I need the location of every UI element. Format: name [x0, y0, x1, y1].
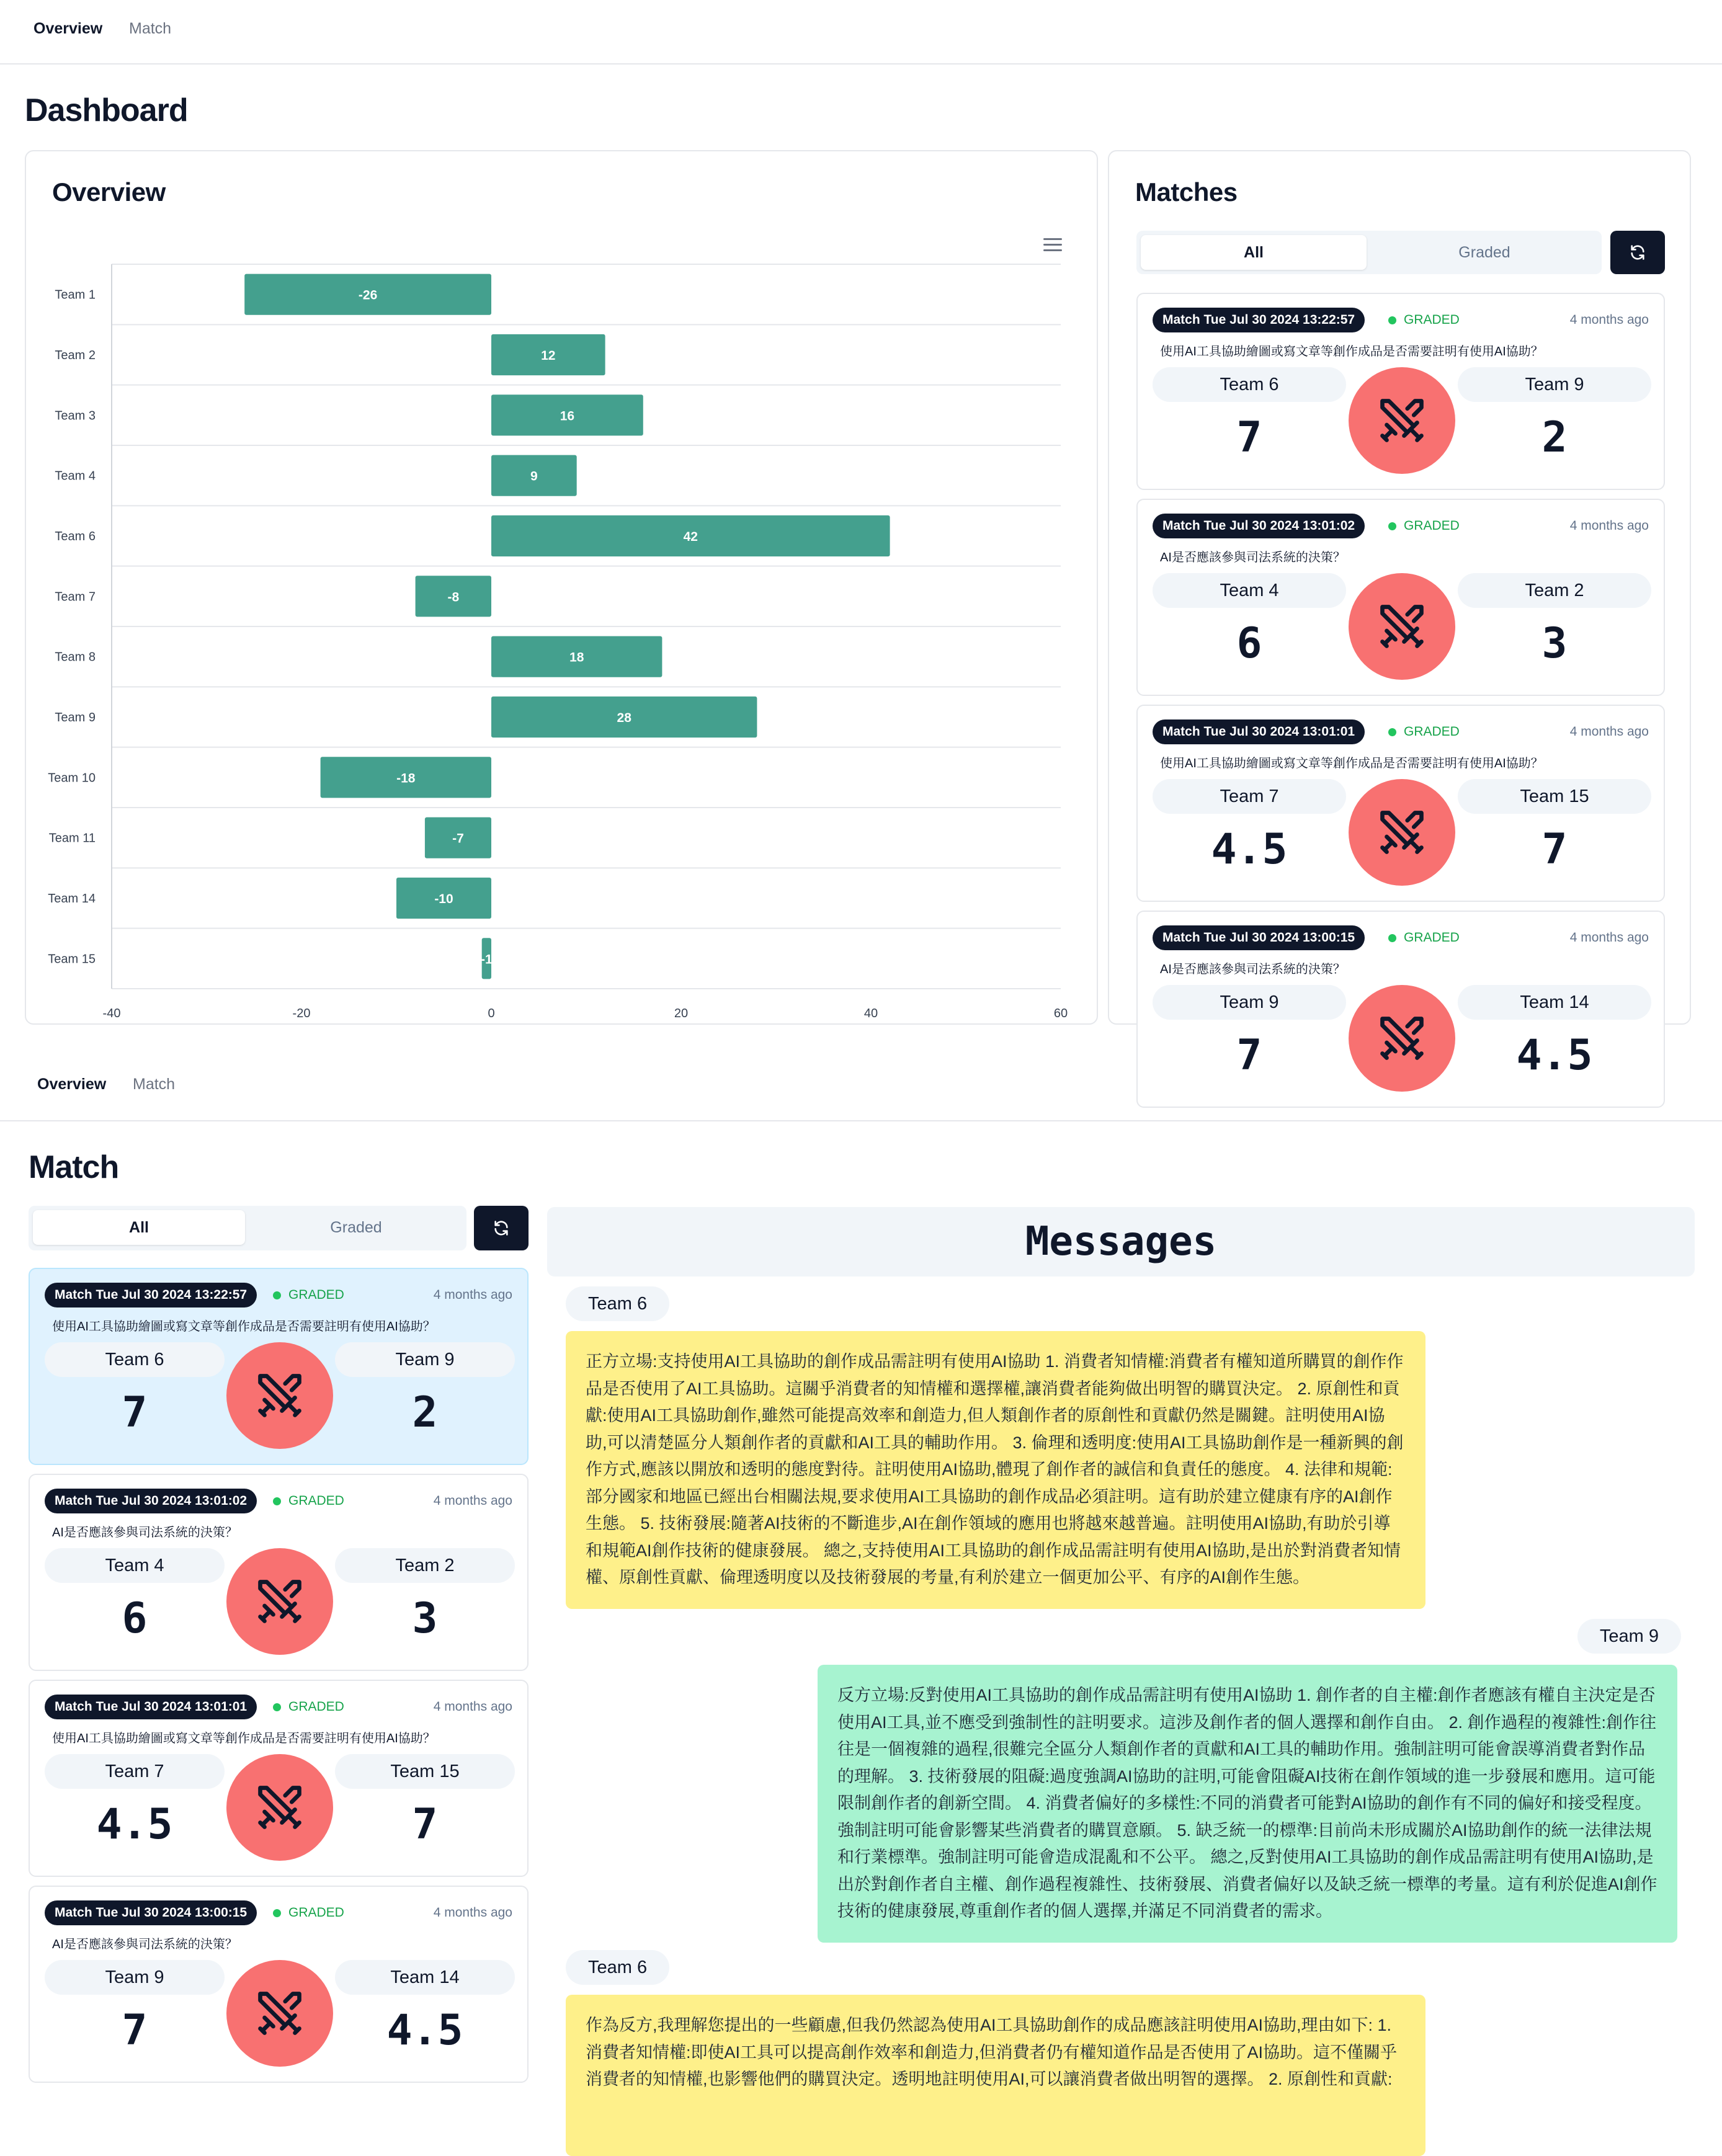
versus-badge — [1349, 573, 1455, 680]
match-time-ago: 4 months ago — [433, 1288, 512, 1302]
crossed-swords-icon — [254, 1370, 306, 1422]
status-badge — [1388, 724, 1460, 739]
match-title-pill: Match Tue Jul 30 2024 13:00:15 — [1153, 925, 1365, 950]
message-bubble: 作為反方,我理解您提出的一些顧慮,但我仍然認為使用AI工具協助創作的成品應該註明使用AI協助,理由如下: 1. 消費者知情權:即使AI工具可以提高創作效率和創造力,但消費者仍有權知道作品是否使用了AI協助。這不僅關乎消費者的知情權,也影響他們的購買決定。透明地註明使用AI,可以讓消費者做出明智的選擇。 2. 原創性和貢獻: — [566, 1995, 1425, 2156]
status-dot-icon — [1388, 316, 1396, 324]
chart-category-label: Team 15 — [48, 952, 96, 966]
chart-category-label: Team 3 — [55, 409, 96, 423]
status-text: GRADED — [1404, 313, 1460, 327]
team-b-score: 7 — [412, 1800, 438, 1849]
status-badge — [273, 1699, 344, 1714]
status-badge — [273, 1494, 344, 1508]
chart-value-label: -18 — [396, 771, 416, 786]
chart-x-tick-label: 0 — [488, 1007, 495, 1020]
match-time-ago: 4 months ago — [1569, 930, 1649, 945]
status-dot-icon — [1388, 522, 1396, 530]
match-time-ago: 4 months ago — [1569, 724, 1649, 739]
team-a-score: 7 — [1236, 1031, 1262, 1080]
team-b-score: 4.5 — [1516, 1031, 1593, 1080]
match-topic: 使用AI工具協助繪圖或寫文章等創作成品是否需要註明有使用AI協助？ — [1160, 757, 1543, 770]
team-a-label: Team 4 — [1153, 573, 1346, 608]
team-a-label: Team 6 — [1153, 367, 1346, 402]
chart-x-tick-label: -20 — [292, 1007, 311, 1020]
chart-category-label: Team 11 — [48, 831, 96, 845]
team-a-label: Team 7 — [1153, 779, 1346, 814]
match-page-title: Match — [29, 1149, 119, 1185]
match-card[interactable] — [29, 1680, 529, 1877]
team-a-label: Team 6 — [45, 1342, 225, 1377]
tab-graded-2[interactable]: Graded — [330, 1218, 382, 1236]
status-badge — [1388, 930, 1460, 945]
match-title-pill: Match Tue Jul 30 2024 13:01:01 — [45, 1695, 257, 1719]
match-page-filter-tabs — [29, 1206, 466, 1250]
chart-category-label: Team 6 — [55, 530, 96, 543]
match-time-ago: 4 months ago — [433, 1494, 512, 1508]
message-bubble: 反方立場:反對使用AI工具協助的創作成品需註明有使用AI協助 1. 創作者的自主權:創作者應該有權自主決定是否使用AI工具,並不應受到強制性的註明要求。這涉及創作者的個人選擇和創作自由。 2. 創作過程的複雜性:創作往往是一個複雜的過程,很難完全區分人類創作者的貢獻和AI工具的輔助作用。強制註明可能會誤導消費者對作品的理解。 3. 技術發展的阻礙:過度強調AI協助的註明,可能會阻礙AI技術在創作領域的進一步發展和應用。這可能限制創作者的創新空間。 4. 消費者偏好的多樣性:不同的消費者可能對AI協助的創作有不同的偏好和接受程度。強制註明可能會影響某些消費者的購買意願。 5. 缺乏統一的標準:目前尚未形成關於AI協助創作的統一法律法規和行業標準。強制註明可能會造成混亂和不公平。 總之,反對使用AI工具協助的創作成品需註明有使用AI協助,是出於對創作者自主權、創作過程複雜性、技術發展、消費者偏好以及缺乏統一標準的考量。這有利於促進AI創作技術的健康發展,尊重創作者的個人選擇,并滿足不同消費者的需求。 — [818, 1665, 1677, 1943]
chart-x-tick-label: 20 — [674, 1007, 689, 1020]
chart-x-tick-label: 40 — [863, 1007, 878, 1020]
refresh-button[interactable] — [1610, 231, 1665, 274]
versus-badge — [226, 1754, 333, 1861]
chart-value-label: 9 — [530, 469, 538, 484]
match-topic: AI是否應該參與司法系統的決策？ — [52, 1938, 238, 1951]
refresh-icon — [1629, 244, 1646, 261]
message-team-label: Team 6 — [566, 1286, 669, 1321]
match-card[interactable] — [1136, 705, 1665, 902]
status-text: GRADED — [288, 1905, 344, 1920]
status-text: GRADED — [1404, 930, 1460, 945]
chart-value-label: 28 — [617, 711, 631, 725]
chart-category-label: Team 14 — [48, 892, 96, 906]
chart-value-label: -7 — [452, 831, 464, 846]
versus-badge — [226, 1342, 333, 1449]
crossed-swords-icon — [254, 1575, 306, 1628]
matches-title: Matches — [1135, 177, 1238, 207]
status-dot-icon — [273, 1497, 281, 1505]
team-b-score: 3 — [412, 1594, 438, 1643]
status-badge — [273, 1905, 344, 1920]
match-title-pill: Match Tue Jul 30 2024 13:01:01 — [1153, 719, 1365, 744]
match-time-ago: 4 months ago — [433, 1699, 512, 1714]
chart-category-label: Team 8 — [55, 650, 96, 664]
match-topic: AI是否應該參與司法系統的決策？ — [1160, 551, 1345, 564]
messages-header: Messages — [547, 1207, 1695, 1276]
match-topic: AI是否應該參與司法系統的決策？ — [52, 1526, 238, 1539]
status-badge — [273, 1288, 344, 1303]
message-team-label: Team 6 — [566, 1950, 669, 1985]
chart-value-label: -1 — [481, 952, 493, 967]
team-a-score: 7 — [1236, 413, 1262, 462]
overview-title: Overview — [52, 177, 166, 207]
chart-value-label: 42 — [683, 530, 698, 544]
team-a-score: 7 — [122, 1388, 148, 1437]
team-b-label: Team 15 — [1458, 779, 1651, 814]
team-b-label: Team 2 — [335, 1548, 515, 1583]
match-title-pill: Match Tue Jul 30 2024 13:22:57 — [45, 1283, 257, 1307]
team-a-score: 4.5 — [1211, 825, 1288, 874]
status-text: GRADED — [1404, 724, 1460, 739]
chart-category-label: Team 7 — [55, 590, 96, 604]
overview-bar-chart — [26, 151, 1099, 1026]
team-b-label: Team 2 — [1458, 573, 1651, 608]
match-time-ago: 4 months ago — [1569, 519, 1649, 533]
team-b-score: 7 — [1541, 825, 1568, 874]
top-navbar — [0, 0, 1722, 65]
team-b-label: Team 9 — [335, 1342, 515, 1377]
chart-category-label: Team 2 — [55, 349, 96, 362]
match-time-ago: 4 months ago — [433, 1905, 512, 1920]
team-b-score: 4.5 — [386, 2006, 463, 2055]
versus-badge — [226, 1960, 333, 2067]
match-card[interactable] — [29, 1474, 529, 1671]
crossed-swords-icon — [1376, 600, 1428, 653]
chart-category-label: Team 9 — [55, 711, 96, 724]
status-dot-icon — [1388, 934, 1396, 942]
tab-all-2[interactable]: All — [33, 1210, 245, 1245]
match-time-ago: 4 months ago — [1569, 313, 1649, 327]
versus-badge — [226, 1548, 333, 1655]
team-b-label: Team 9 — [1458, 367, 1651, 402]
refresh-button-2[interactable] — [474, 1206, 529, 1250]
match-page-list — [29, 1268, 529, 2108]
chart-value-label: -8 — [447, 590, 460, 605]
status-badge — [1388, 519, 1460, 533]
team-b-label: Team 14 — [1458, 985, 1651, 1020]
match-topic: 使用AI工具協助繪圖或寫文章等創作成品是否需要註明有使用AI協助？ — [52, 1732, 435, 1745]
match-card[interactable] — [1136, 293, 1665, 490]
match-card[interactable] — [29, 1886, 529, 2083]
team-a-score: 7 — [122, 2006, 148, 2055]
crossed-swords-icon — [254, 1987, 306, 2039]
match-topic: AI是否應該參與司法系統的決策？ — [1160, 963, 1345, 976]
message-bubble: 正方立場:支持使用AI工具協助的創作成品需註明有使用AI協助 1. 消費者知情權:消費者有權知道所購買的創作作品是否使用了AI工具協助。這關乎消費者的知情權和選擇權,讓消費者能夠做出明智的購買決定。 2. 原創性和貢獻:使用AI工具協助創作,雖然可能提高效率和創造力,但人類創作者的原創性和貢獻仍然是關鍵。註明使用AI協助,可以清楚區分人類創作者的貢獻和AI工具的輔助作用。 3. 倫理和透明度:使用AI工具協助創作是一種新興的創作方式,應該以開放和透明的態度對待。註明使用AI協助,體現了創作者的誠信和負責任的態度。 4. 法律和規範:部分國家和地區已經出台相關法規,要求使用AI工具協助的創作成品必須註明。這有助於建立健康有序的AI創作生態。 5. 技術發展:隨著AI技術的不斷進步,AI在創作領域的應用也將越來越普遍。註明使用AI協助,有助於引導和規範AI創作技術的健康發展。 總之,支持使用AI工具協助的創作成品需註明有使用AI協助,是出於對消費者知情權、原創性貢獻、倫理透明度以及技術發展的考量,有利於建立一個更加公平、有序的AI創作生態。 — [566, 1331, 1425, 1609]
match-title-pill: Match Tue Jul 30 2024 13:00:15 — [45, 1900, 257, 1925]
status-dot-icon — [273, 1703, 281, 1711]
chart-category-label: Team 4 — [55, 469, 96, 483]
tab-all[interactable]: All — [1141, 235, 1367, 270]
message-team-label: Team 9 — [1577, 1619, 1681, 1654]
team-b-label: Team 15 — [335, 1754, 515, 1789]
team-b-score: 3 — [1541, 619, 1568, 668]
chart-category-label: Team 1 — [55, 288, 96, 302]
versus-badge — [1349, 779, 1455, 886]
match-title-pill: Match Tue Jul 30 2024 13:01:02 — [45, 1489, 257, 1513]
match-title-pill: Match Tue Jul 30 2024 13:22:57 — [1153, 308, 1365, 332]
chart-value-label: -26 — [358, 288, 378, 303]
team-b-score: 2 — [412, 1388, 438, 1437]
team-a-label: Team 7 — [45, 1754, 225, 1789]
status-badge — [1388, 313, 1460, 327]
chart-value-label: -10 — [434, 892, 453, 906]
dashboard-title: Dashboard — [25, 92, 188, 128]
match-card[interactable] — [1136, 499, 1665, 696]
team-a-score: 4.5 — [96, 1800, 173, 1849]
chart-category-label: Team 10 — [48, 771, 96, 785]
crossed-swords-icon — [1376, 394, 1428, 447]
team-b-label: Team 14 — [335, 1960, 515, 1995]
tab-graded[interactable]: Graded — [1458, 243, 1510, 261]
team-a-label: Team 9 — [1153, 985, 1346, 1020]
status-text: GRADED — [288, 1288, 344, 1302]
team-a-score: 6 — [122, 1594, 148, 1643]
status-dot-icon — [1388, 728, 1396, 736]
crossed-swords-icon — [1376, 806, 1428, 858]
status-dot-icon — [273, 1909, 281, 1917]
matches-filter-tabs — [1136, 231, 1602, 274]
chart-x-tick-label: 60 — [1053, 1007, 1068, 1020]
nav-overview-link-2[interactable]: Overview — [37, 1076, 107, 1093]
team-a-label: Team 9 — [45, 1960, 225, 1995]
match-page-navbar — [0, 1057, 1722, 1121]
status-text: GRADED — [1404, 519, 1460, 533]
nav-match-link-2[interactable]: Match — [133, 1076, 176, 1093]
chart-value-label: 18 — [569, 650, 584, 665]
match-topic: 使用AI工具協助繪圖或寫文章等創作成品是否需要註明有使用AI協助？ — [52, 1320, 435, 1334]
match-title-pill: Match Tue Jul 30 2024 13:01:02 — [1153, 514, 1365, 538]
chart-value-label: 12 — [541, 349, 556, 363]
chart-value-label: 16 — [560, 409, 575, 424]
dashboard-match-list — [1136, 293, 1665, 1080]
refresh-icon — [493, 1219, 510, 1237]
overview-card — [25, 150, 1098, 1025]
nav-match-link[interactable]: Match — [129, 20, 172, 37]
status-dot-icon — [273, 1291, 281, 1299]
team-a-label: Team 4 — [45, 1548, 225, 1583]
status-text: GRADED — [288, 1494, 344, 1508]
match-card[interactable] — [29, 1268, 529, 1465]
team-b-score: 2 — [1541, 413, 1568, 462]
chart-x-tick-label: -40 — [102, 1007, 121, 1020]
versus-badge — [1349, 367, 1455, 474]
matches-card — [1108, 150, 1691, 1080]
team-a-score: 6 — [1236, 619, 1262, 668]
crossed-swords-icon — [254, 1781, 306, 1833]
status-text: GRADED — [288, 1699, 344, 1714]
match-topic: 使用AI工具協助繪圖或寫文章等創作成品是否需要註明有使用AI協助？ — [1160, 345, 1543, 359]
nav-overview-link[interactable]: Overview — [33, 20, 103, 37]
